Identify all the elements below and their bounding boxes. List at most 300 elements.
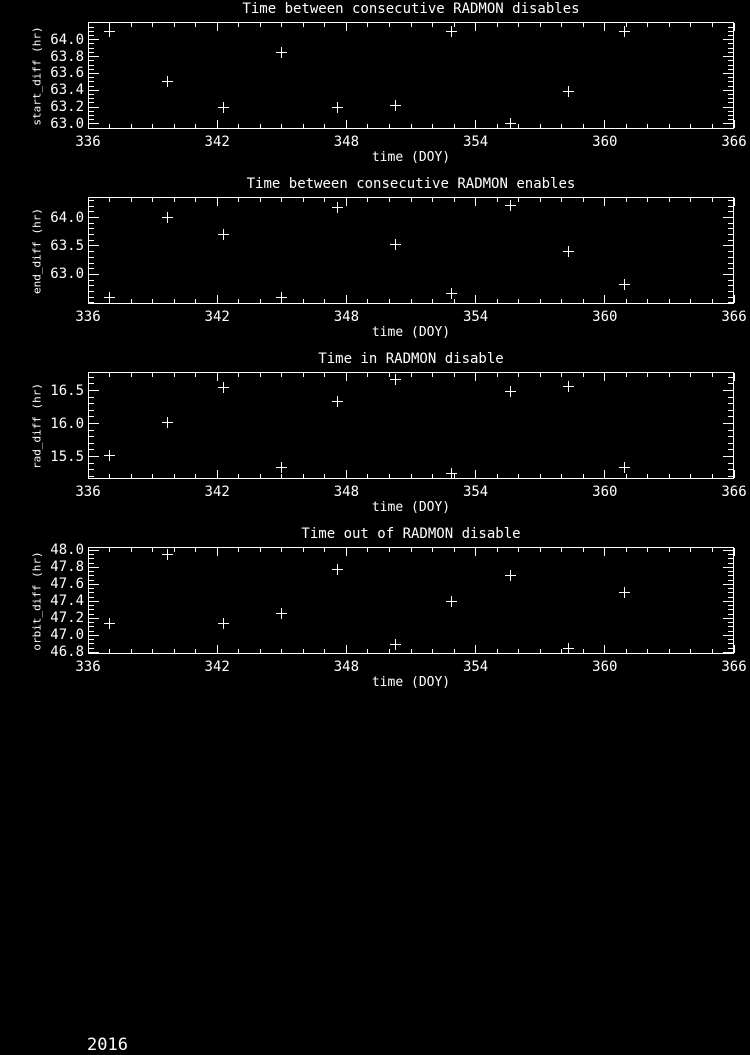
y-axis-label: rad_diff (hr) <box>30 382 44 470</box>
marker-vertical-bar <box>624 462 625 473</box>
data-point-marker <box>332 396 343 407</box>
x-major-tick <box>346 198 347 206</box>
x-minor-tick <box>389 23 390 27</box>
y-minor-tick <box>89 643 94 644</box>
x-minor-tick <box>260 373 261 377</box>
y-minor-tick <box>728 60 733 61</box>
marker-vertical-bar <box>568 381 569 392</box>
y-minor-tick <box>728 102 733 103</box>
x-major-tick <box>346 645 347 653</box>
y-minor-tick <box>728 631 733 632</box>
x-minor-tick <box>669 198 670 202</box>
x-minor-tick <box>389 548 390 552</box>
x-tick-label: 354 <box>462 309 489 325</box>
data-point-marker <box>619 279 630 290</box>
y-minor-tick <box>728 622 733 623</box>
x-minor-tick <box>518 299 519 303</box>
y-minor-tick <box>89 648 94 649</box>
y-minor-tick <box>728 563 733 564</box>
y-minor-tick <box>728 463 733 464</box>
y-tick-label: 47.6 <box>50 576 84 593</box>
y-minor-tick <box>728 206 733 207</box>
x-minor-tick <box>712 649 713 653</box>
data-point-marker <box>505 386 516 397</box>
y-minor-tick <box>728 456 733 457</box>
x-minor-tick <box>152 124 153 128</box>
x-minor-tick <box>497 649 498 653</box>
marker-vertical-bar <box>451 596 452 607</box>
plot-box <box>88 372 734 479</box>
x-minor-tick <box>389 198 390 202</box>
y-axis-label: orbit_diff (hr) <box>30 551 44 651</box>
y-minor-tick <box>89 631 94 632</box>
x-minor-tick <box>411 299 412 303</box>
y-minor-tick <box>89 618 94 619</box>
subplot-3 <box>0 350 750 525</box>
x-major-tick <box>475 295 476 303</box>
data-point-marker <box>162 76 173 87</box>
y-minor-tick <box>89 639 94 640</box>
y-minor-tick <box>89 291 94 292</box>
x-axis-label: time (DOY) <box>371 500 451 515</box>
x-minor-tick <box>583 23 584 27</box>
x-minor-tick <box>432 23 433 27</box>
x-minor-tick <box>540 198 541 202</box>
x-minor-tick <box>260 299 261 303</box>
y-minor-tick <box>728 609 733 610</box>
y-minor-tick <box>728 550 733 551</box>
marker-vertical-bar <box>109 618 110 629</box>
x-minor-tick <box>561 474 562 478</box>
marker-vertical-bar <box>624 279 625 290</box>
x-axis-label: time (DOY) <box>371 150 451 165</box>
marker-vertical-bar <box>337 396 338 407</box>
y-minor-tick <box>89 39 94 40</box>
y-minor-tick <box>728 554 733 555</box>
x-minor-tick <box>411 198 412 202</box>
x-minor-tick <box>174 649 175 653</box>
y-minor-tick <box>728 245 733 246</box>
x-minor-tick <box>497 548 498 552</box>
y-minor-tick <box>89 119 94 120</box>
y-minor-tick <box>89 383 94 384</box>
y-minor-tick <box>728 597 733 598</box>
x-minor-tick <box>174 548 175 552</box>
y-minor-tick <box>89 217 94 218</box>
plot-box <box>88 22 734 129</box>
marker-vertical-bar <box>568 86 569 97</box>
x-minor-tick <box>367 548 368 552</box>
x-minor-tick <box>195 474 196 478</box>
x-minor-tick <box>497 373 498 377</box>
x-tick-label: 348 <box>333 134 360 150</box>
x-minor-tick <box>411 23 412 27</box>
x-minor-tick <box>583 548 584 552</box>
x-major-tick <box>217 295 218 303</box>
x-tick-label: 348 <box>333 659 360 675</box>
x-minor-tick <box>281 474 282 478</box>
y-minor-tick <box>728 571 733 572</box>
x-tick-label: 348 <box>333 484 360 500</box>
x-major-tick <box>734 548 735 556</box>
data-point-marker <box>218 618 229 629</box>
y-minor-tick <box>89 443 94 444</box>
x-minor-tick <box>174 124 175 128</box>
y-tick-label: 63.0 <box>50 266 84 283</box>
data-point-marker <box>218 382 229 393</box>
x-minor-tick <box>583 373 584 377</box>
y-minor-tick <box>89 430 94 431</box>
y-minor-tick <box>728 280 733 281</box>
y-minor-tick <box>728 297 733 298</box>
x-minor-tick <box>518 124 519 128</box>
y-minor-tick <box>89 77 94 78</box>
x-major-tick <box>88 373 89 381</box>
x-major-tick <box>88 23 89 31</box>
marker-vertical-bar <box>223 102 224 113</box>
x-minor-tick <box>389 124 390 128</box>
y-minor-tick <box>728 234 733 235</box>
x-minor-tick <box>109 649 110 653</box>
y-tick-label: 63.2 <box>50 99 84 116</box>
x-minor-tick <box>411 649 412 653</box>
data-point-marker <box>390 374 401 385</box>
x-minor-tick <box>131 373 132 377</box>
x-minor-tick <box>647 124 648 128</box>
x-minor-tick <box>411 373 412 377</box>
y-minor-tick <box>89 563 94 564</box>
x-minor-tick <box>281 124 282 128</box>
y-minor-tick <box>89 115 94 116</box>
data-point-marker <box>505 200 516 211</box>
y-minor-tick <box>89 456 94 457</box>
y-minor-tick <box>89 200 94 201</box>
marker-vertical-bar <box>337 102 338 113</box>
y-tick-label: 63.0 <box>50 115 84 132</box>
plot-box <box>88 197 734 304</box>
x-minor-tick <box>626 198 627 202</box>
data-point-marker <box>619 462 630 473</box>
x-minor-tick <box>109 474 110 478</box>
marker-vertical-bar <box>109 26 110 37</box>
x-minor-tick <box>238 23 239 27</box>
x-minor-tick <box>367 198 368 202</box>
x-minor-tick <box>712 299 713 303</box>
x-major-tick <box>475 23 476 31</box>
marker-vertical-bar <box>395 639 396 650</box>
y-minor-tick <box>89 626 94 627</box>
x-major-tick <box>475 120 476 128</box>
x-minor-tick <box>432 124 433 128</box>
y-minor-tick <box>89 652 94 653</box>
y-minor-tick <box>728 575 733 576</box>
data-point-marker <box>505 118 516 129</box>
x-minor-tick <box>712 474 713 478</box>
x-major-tick <box>604 295 605 303</box>
x-major-tick <box>217 120 218 128</box>
marker-vertical-bar <box>281 47 282 58</box>
data-point-marker <box>162 417 173 428</box>
y-minor-tick <box>728 228 733 229</box>
x-major-tick <box>346 295 347 303</box>
y-minor-tick <box>728 268 733 269</box>
marker-vertical-bar <box>451 26 452 37</box>
x-minor-tick <box>238 373 239 377</box>
x-major-tick <box>604 120 605 128</box>
x-minor-tick <box>669 299 670 303</box>
marker-vertical-bar <box>451 468 452 479</box>
x-minor-tick <box>647 299 648 303</box>
x-major-tick <box>217 470 218 478</box>
x-minor-tick <box>626 548 627 552</box>
y-minor-tick <box>728 27 733 28</box>
y-minor-tick <box>89 107 94 108</box>
marker-vertical-bar <box>167 212 168 223</box>
x-minor-tick <box>131 649 132 653</box>
x-minor-tick <box>195 548 196 552</box>
marker-vertical-bar <box>395 374 396 385</box>
x-axis-label: time (DOY) <box>371 675 451 690</box>
x-minor-tick <box>260 474 261 478</box>
x-minor-tick <box>583 124 584 128</box>
x-minor-tick <box>131 23 132 27</box>
x-minor-tick <box>367 474 368 478</box>
x-minor-tick <box>540 23 541 27</box>
data-point-marker <box>104 292 115 303</box>
y-minor-tick <box>728 390 733 391</box>
y-minor-tick <box>728 217 733 218</box>
data-point-marker <box>619 26 630 37</box>
x-minor-tick <box>109 373 110 377</box>
x-major-tick <box>217 23 218 31</box>
x-major-tick <box>217 198 218 206</box>
x-minor-tick <box>238 299 239 303</box>
y-minor-tick <box>728 635 733 636</box>
y-axis-label: end_diff (hr) <box>30 207 44 295</box>
x-tick-label: 342 <box>204 134 230 150</box>
x-minor-tick <box>518 548 519 552</box>
x-major-tick <box>88 198 89 206</box>
x-minor-tick <box>109 124 110 128</box>
y-minor-tick <box>89 571 94 572</box>
y-minor-tick <box>728 43 733 44</box>
y-minor-tick <box>89 86 94 87</box>
x-minor-tick <box>690 474 691 478</box>
y-minor-tick <box>89 111 94 112</box>
marker-vertical-bar <box>167 417 168 428</box>
x-minor-tick <box>690 124 691 128</box>
y-minor-tick <box>728 416 733 417</box>
x-major-tick <box>734 120 735 128</box>
y-minor-tick <box>89 206 94 207</box>
x-tick-label: 366 <box>721 484 747 500</box>
x-minor-tick <box>303 198 304 202</box>
x-minor-tick <box>669 548 670 552</box>
data-point-marker <box>505 570 516 581</box>
marker-vertical-bar <box>624 587 625 598</box>
y-minor-tick <box>89 567 94 568</box>
x-minor-tick <box>238 474 239 478</box>
x-minor-tick <box>281 548 282 552</box>
y-tick-label: 63.4 <box>50 82 84 99</box>
x-minor-tick <box>238 649 239 653</box>
data-point-marker <box>332 564 343 575</box>
y-minor-tick <box>728 39 733 40</box>
y-minor-tick <box>728 52 733 53</box>
y-minor-tick <box>89 245 94 246</box>
y-minor-tick <box>89 65 94 66</box>
x-minor-tick <box>238 124 239 128</box>
y-minor-tick <box>89 614 94 615</box>
x-tick-label: 342 <box>204 484 230 500</box>
x-minor-tick <box>583 198 584 202</box>
y-minor-tick <box>728 251 733 252</box>
y-minor-tick <box>728 410 733 411</box>
x-major-tick <box>604 23 605 31</box>
data-point-marker <box>218 102 229 113</box>
plot-title: Time in RADMON disable <box>318 351 504 367</box>
x-minor-tick <box>497 299 498 303</box>
y-minor-tick <box>89 240 94 241</box>
data-point-marker <box>276 292 287 303</box>
y-minor-tick <box>728 223 733 224</box>
data-point-marker <box>162 549 173 560</box>
x-major-tick <box>734 470 735 478</box>
y-minor-tick <box>728 558 733 559</box>
x-major-tick <box>88 295 89 303</box>
y-minor-tick <box>728 588 733 589</box>
x-minor-tick <box>324 649 325 653</box>
x-minor-tick <box>454 649 455 653</box>
y-minor-tick <box>728 618 733 619</box>
data-point-marker <box>332 202 343 213</box>
y-tick-label: 46.8 <box>50 644 84 661</box>
y-minor-tick <box>89 584 94 585</box>
y-minor-tick <box>728 377 733 378</box>
subplot-1 <box>0 0 750 175</box>
y-minor-tick <box>89 463 94 464</box>
x-minor-tick <box>174 23 175 27</box>
x-tick-label: 336 <box>75 134 101 150</box>
x-major-tick <box>88 120 89 128</box>
y-minor-tick <box>728 200 733 201</box>
y-minor-tick <box>728 94 733 95</box>
marker-vertical-bar <box>395 100 396 111</box>
data-point-marker <box>104 26 115 37</box>
y-minor-tick <box>89 597 94 598</box>
y-minor-tick <box>728 430 733 431</box>
y-minor-tick <box>89 257 94 258</box>
y-minor-tick <box>89 234 94 235</box>
x-minor-tick <box>712 548 713 552</box>
x-tick-label: 342 <box>204 659 230 675</box>
y-minor-tick <box>89 609 94 610</box>
x-major-tick <box>88 645 89 653</box>
x-minor-tick <box>561 299 562 303</box>
x-minor-tick <box>712 373 713 377</box>
x-tick-label: 354 <box>462 484 489 500</box>
x-major-tick <box>346 120 347 128</box>
y-minor-tick <box>728 648 733 649</box>
x-major-tick <box>734 23 735 31</box>
x-minor-tick <box>195 124 196 128</box>
y-minor-tick <box>89 102 94 103</box>
data-point-marker <box>218 229 229 240</box>
x-minor-tick <box>454 198 455 202</box>
y-minor-tick <box>89 31 94 32</box>
data-point-marker <box>390 639 401 650</box>
y-minor-tick <box>89 635 94 636</box>
marker-vertical-bar <box>281 608 282 619</box>
y-minor-tick <box>728 443 733 444</box>
y-tick-label: 47.8 <box>50 559 84 576</box>
y-minor-tick <box>728 257 733 258</box>
marker-vertical-bar <box>510 200 511 211</box>
y-tick-label: 15.5 <box>50 448 84 465</box>
x-minor-tick <box>411 124 412 128</box>
x-minor-tick <box>540 474 541 478</box>
y-minor-tick <box>89 297 94 298</box>
y-minor-tick <box>728 211 733 212</box>
x-tick-label: 360 <box>592 659 618 675</box>
y-minor-tick <box>728 123 733 124</box>
x-major-tick <box>475 548 476 556</box>
x-minor-tick <box>647 23 648 27</box>
y-minor-tick <box>89 302 94 303</box>
x-minor-tick <box>432 649 433 653</box>
y-minor-tick <box>728 107 733 108</box>
y-minor-tick <box>89 285 94 286</box>
x-minor-tick <box>626 299 627 303</box>
y-minor-tick <box>89 223 94 224</box>
y-minor-tick <box>728 601 733 602</box>
x-minor-tick <box>260 23 261 27</box>
y-tick-label: 47.2 <box>50 610 84 627</box>
y-minor-tick <box>89 580 94 581</box>
y-minor-tick <box>728 69 733 70</box>
x-minor-tick <box>152 548 153 552</box>
x-minor-tick <box>540 124 541 128</box>
x-tick-label: 336 <box>75 484 101 500</box>
y-minor-tick <box>89 377 94 378</box>
x-minor-tick <box>669 373 670 377</box>
x-minor-tick <box>647 198 648 202</box>
y-minor-tick <box>728 567 733 568</box>
marker-vertical-bar <box>337 564 338 575</box>
marker-vertical-bar <box>395 239 396 250</box>
y-minor-tick <box>89 69 94 70</box>
marker-vertical-bar <box>281 292 282 303</box>
x-minor-tick <box>324 198 325 202</box>
x-minor-tick <box>626 649 627 653</box>
y-minor-tick <box>89 123 94 124</box>
data-point-marker <box>563 86 574 97</box>
x-minor-tick <box>131 124 132 128</box>
y-minor-tick <box>728 35 733 36</box>
y-minor-tick <box>728 56 733 57</box>
x-minor-tick <box>195 23 196 27</box>
x-minor-tick <box>367 23 368 27</box>
x-tick-label: 348 <box>333 309 360 325</box>
data-point-marker <box>162 212 173 223</box>
plot-box <box>88 547 734 654</box>
x-minor-tick <box>367 299 368 303</box>
x-minor-tick <box>152 474 153 478</box>
x-minor-tick <box>324 373 325 377</box>
y-minor-tick <box>89 390 94 391</box>
x-minor-tick <box>109 548 110 552</box>
y-minor-tick <box>728 449 733 450</box>
